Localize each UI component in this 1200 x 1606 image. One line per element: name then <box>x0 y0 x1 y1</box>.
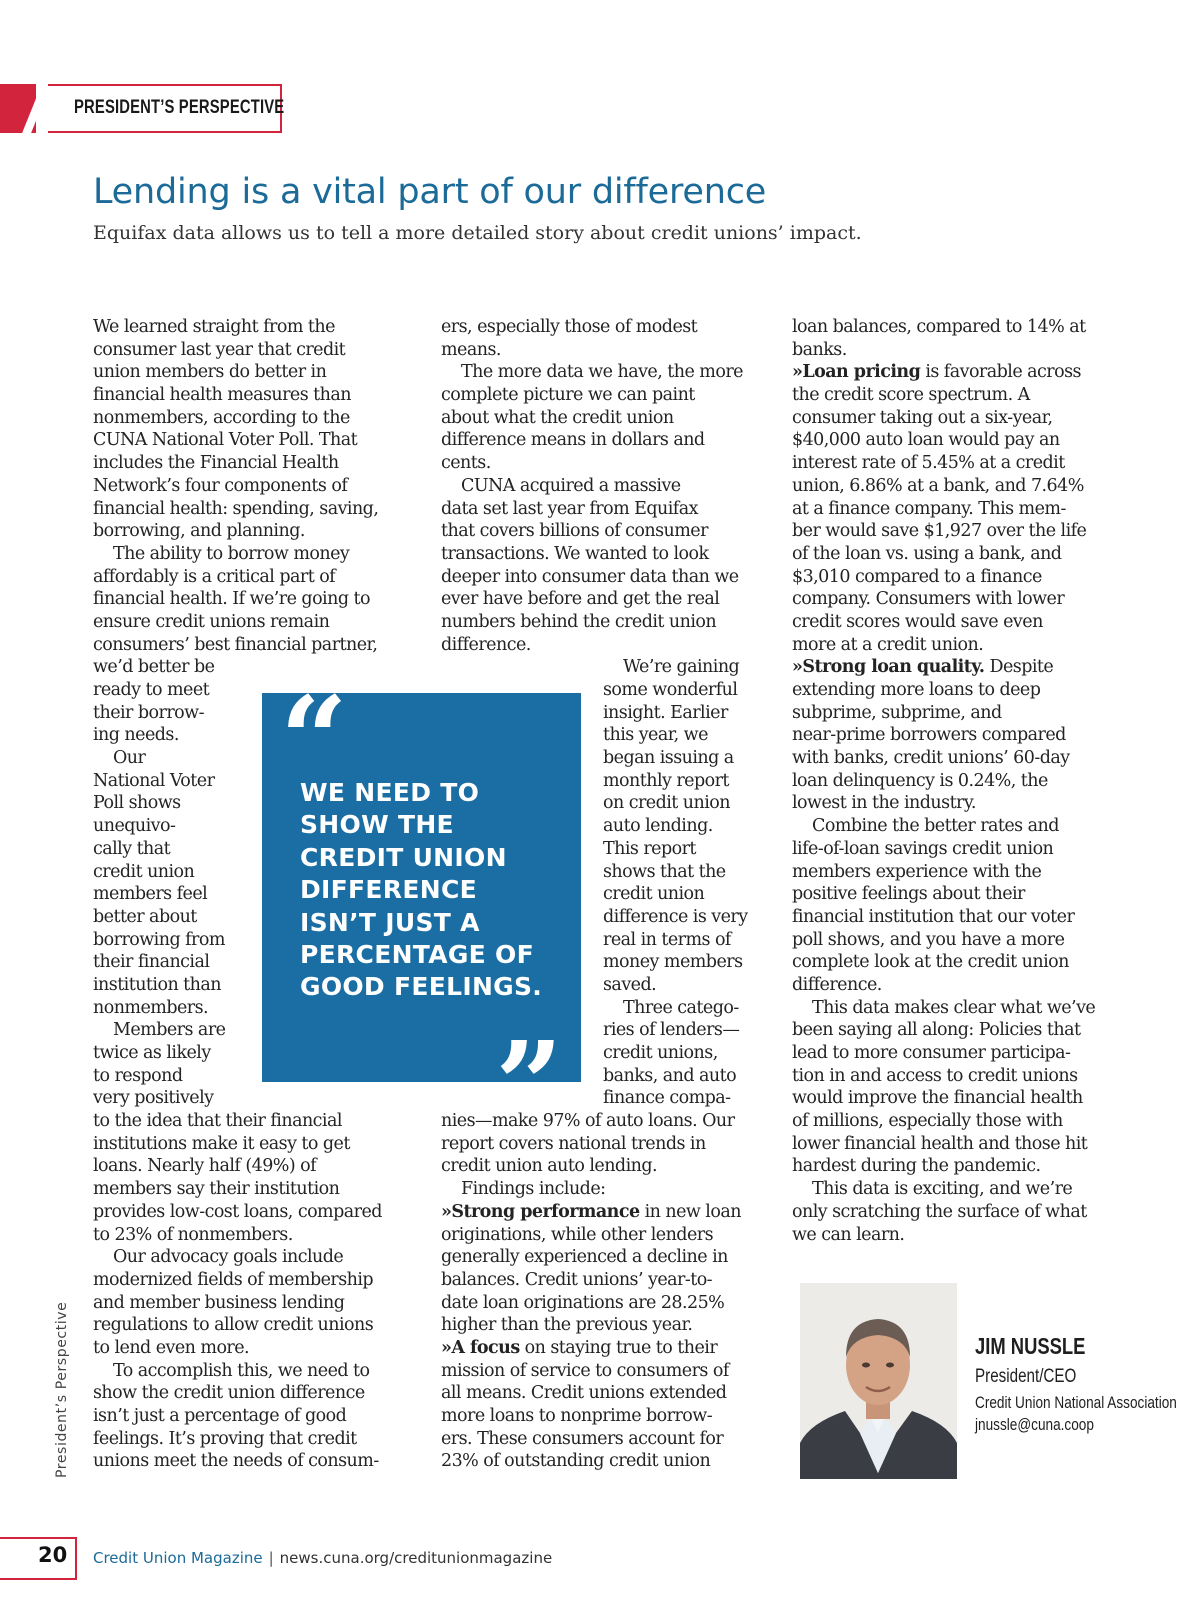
side-section-label: President’s Perspective <box>54 1301 70 1478</box>
text-line: ers, especially those of modest <box>441 317 698 337</box>
text-line: originations, while other lenders <box>441 1224 714 1245</box>
author-email[interactable]: jnussle@cuna.coop <box>975 1415 1094 1434</box>
close-quote-icon: ” <box>495 1015 563 1154</box>
text-line: difference means in dollars and <box>441 430 705 451</box>
text-line: positive feelings about their <box>792 884 1025 905</box>
text-line: tion in and access to credit unions <box>792 1065 1078 1086</box>
text-line: we can learn. <box>792 1224 905 1245</box>
text-line: CUNA acquired a massive <box>461 475 681 496</box>
text-line: money members <box>603 952 743 973</box>
text-line: unequivo- <box>93 816 176 837</box>
footer-url[interactable]: news.cuna.org/creditunionmagazine <box>279 1549 553 1567</box>
bold-lead-in: »Strong performance <box>441 1201 640 1222</box>
pull-quote-line: SHOW THE <box>300 810 454 840</box>
pull-quote-line: GOOD FEELINGS. <box>300 972 543 1002</box>
text-line: only scratching the surface of what <box>792 1201 1087 1222</box>
text-line: interest rate of 5.45% at a credit <box>792 453 1065 474</box>
pull-quote-text <box>300 777 570 1004</box>
text-line <box>792 361 1095 384</box>
text-line: loan delinquency is 0.24%, the <box>792 770 1048 791</box>
text-line: credit scores would save even <box>792 611 1043 632</box>
text-line: nies—make 97% of auto loans. Our <box>441 1111 735 1132</box>
text-line: would improve the financial health <box>792 1088 1083 1109</box>
text-line: members say their institution <box>93 1179 340 1200</box>
text-line: that covers billions of consumer <box>441 521 708 542</box>
text-line: ers. These consumers account for <box>441 1428 724 1449</box>
footer-magazine-name: Credit Union Magazine <box>93 1549 263 1567</box>
text-line: report covers national trends in <box>441 1133 706 1154</box>
text-line: loans. Nearly half (49%) of <box>93 1156 317 1177</box>
text-line: banks. <box>792 339 847 360</box>
pull-quote-line: PERCENTAGE OF <box>300 940 534 970</box>
text-line: institutions make it easy to get <box>93 1133 350 1154</box>
text-line: cents. <box>441 453 491 474</box>
text-line: ries of lenders— <box>603 1020 740 1041</box>
text-line: loan balances, compared to 14% at <box>792 317 1086 337</box>
text-line: deeper into consumer data than we <box>441 566 739 587</box>
text-line: this year, we <box>603 725 708 746</box>
text-line: To accomplish this, we need to <box>113 1360 370 1381</box>
article-subhead: Equifax data allows us to tell a more detailed story about credit unions’ impact. <box>93 222 862 244</box>
text-line: This report <box>603 838 696 859</box>
text-line: ing needs. <box>93 725 179 746</box>
text-line: to lend even more. <box>93 1337 250 1358</box>
text-line: some wonderful <box>603 680 738 700</box>
text-line: We’re gaining <box>623 657 740 678</box>
text-line: Our advocacy goals include <box>113 1247 344 1268</box>
pull-quote-line: CREDIT UNION <box>300 842 507 872</box>
text-line: all means. Credit unions extended <box>441 1383 727 1404</box>
text-line: their borrow- <box>93 702 204 723</box>
text-line: credit union <box>93 861 195 882</box>
text-line: modernized fields of membership <box>93 1269 374 1290</box>
text-line: includes the Financial Health <box>93 453 339 474</box>
text-line: show the credit union difference <box>93 1383 365 1404</box>
text-line: at a finance company. This mem- <box>792 498 1066 519</box>
text-line: monthly report <box>603 770 729 791</box>
text-line: poll shows, and you have a more <box>792 929 1065 950</box>
text-line: very positively <box>93 1088 214 1109</box>
text-line: banks, and auto <box>603 1065 737 1086</box>
text-line: complete picture we can paint <box>441 385 695 406</box>
text-line: cally that <box>93 838 171 859</box>
author-photo <box>800 1283 957 1479</box>
text-line: unions meet the needs of consum- <box>93 1451 379 1472</box>
text-line: financial institution that our voter <box>792 906 1075 927</box>
text-line: ready to meet <box>93 680 210 700</box>
author-organization: Credit Union National Association <box>975 1393 1177 1412</box>
text-line: isn’t just a percentage of good <box>93 1406 347 1426</box>
text-line: financial health: spending, saving, <box>93 498 379 519</box>
text-line: financial health measures than <box>93 385 351 406</box>
text-line: difference. <box>441 634 531 655</box>
text-line: to 23% of nonmembers. <box>93 1224 293 1245</box>
text-line: financial health. If we’re going to <box>93 589 370 610</box>
text-line: The more data we have, the more <box>461 362 743 383</box>
text-line: difference is very <box>603 906 748 927</box>
text-line: data set last year from Equifax <box>441 498 698 519</box>
text-line: lowest in the industry. <box>792 793 976 814</box>
text-line: ber would save $1,927 over the life <box>792 521 1087 542</box>
text-line: higher than the previous year. <box>441 1315 693 1336</box>
text-line: union members do better in <box>93 362 327 383</box>
text-line: Three catego- <box>623 997 739 1018</box>
pull-quote-line: ISN’T JUST A <box>300 907 480 937</box>
text-line: company. Consumers with lower <box>792 589 1065 610</box>
text-line: affordably is a critical part of <box>93 566 336 587</box>
text-line: real in terms of <box>603 929 731 950</box>
text-line: better about <box>93 906 197 927</box>
text-line: mission of service to consumers of <box>441 1360 729 1381</box>
text-line: regulations to allow credit unions <box>93 1315 374 1336</box>
text-line <box>441 1337 748 1360</box>
text-line: about what the credit union <box>441 407 674 428</box>
bold-lead-in: »Strong loan quality. <box>792 657 985 678</box>
text-line: and member business lending <box>93 1292 345 1313</box>
text-line: ensure credit unions remain <box>93 611 330 632</box>
text-line: Network’s four components of <box>93 475 348 496</box>
text-line: began issuing a <box>603 748 734 769</box>
text-line: shows that the <box>603 861 726 882</box>
section-label: PRESIDENT’S PERSPECTIVE <box>74 97 285 118</box>
text-line: of the loan vs. using a bank, and <box>792 543 1062 564</box>
text-line: more at a credit union. <box>792 634 984 655</box>
text-line: auto lending. <box>603 816 713 837</box>
text-line: Combine the better rates and <box>812 816 1059 837</box>
text-line: extending more loans to deep <box>792 680 1041 700</box>
text-line: provides low-cost loans, compared <box>93 1201 382 1222</box>
text-line: numbers behind the credit union <box>441 611 717 632</box>
text-line: Members are <box>113 1020 226 1041</box>
text-line: institution than <box>93 974 221 995</box>
article-headline: Lending is a vital part of our difference <box>93 172 767 212</box>
text-line: subprime, subprime, and <box>792 702 1002 723</box>
text-line: life-of-loan savings credit union <box>792 838 1054 859</box>
text-line: $40,000 auto loan would pay an <box>792 430 1060 451</box>
author-name: JIM NUSSLE <box>975 1333 1086 1359</box>
text-line <box>441 1201 748 1224</box>
text-line: to the idea that their financial <box>93 1111 342 1132</box>
text-line: We learned straight from the <box>93 317 335 337</box>
text-line: $3,010 compared to a finance <box>792 566 1042 587</box>
text-line: The ability to borrow money <box>113 543 350 564</box>
text-line: nonmembers. <box>93 997 209 1018</box>
article-column-3 <box>792 316 1095 1246</box>
text-line: complete look at the credit union <box>792 952 1069 973</box>
text-line: of millions, especially those with <box>792 1111 1063 1132</box>
text-line: means. <box>441 339 501 360</box>
text-line: Poll shows <box>93 793 181 814</box>
text-line: Our <box>113 748 146 769</box>
text-line: transactions. We wanted to look <box>441 543 709 564</box>
author-title: President/CEO <box>975 1366 1077 1387</box>
text-line: This data makes clear what we’ve <box>812 997 1096 1018</box>
text-line <box>792 656 1095 679</box>
text-line: consumer taking out a six-year, <box>792 407 1053 428</box>
text-line: ever have before and get the real <box>441 589 720 610</box>
text-line: near-prime borrowers compared <box>792 725 1066 746</box>
text-line: credit union auto lending. <box>441 1156 658 1177</box>
text-line: members experience with the <box>792 861 1042 882</box>
text-line: difference. <box>792 974 882 995</box>
pull-quote-line: DIFFERENCE <box>300 875 477 905</box>
text-line: the credit score spectrum. A <box>792 385 1030 406</box>
author-bio <box>975 1333 1200 1435</box>
text-line: credit union <box>603 884 705 905</box>
text-line: nonmembers, according to the <box>93 407 350 428</box>
section-tab <box>0 84 285 133</box>
open-quote-icon: “ <box>280 670 348 809</box>
text-line: insight. Earlier <box>603 702 728 723</box>
text-line: with banks, credit unions’ 60-day <box>792 748 1070 769</box>
text-span: is favorable across <box>925 362 1081 383</box>
text-span: in new loan <box>644 1201 741 1222</box>
text-span: Despite <box>989 657 1054 678</box>
text-line: on credit union <box>603 793 730 814</box>
text-line: National Voter <box>93 770 215 791</box>
text-line: been saying all along: Policies that <box>792 1020 1081 1041</box>
text-line: to respond <box>93 1065 183 1086</box>
page-number: 20 <box>38 1543 68 1567</box>
text-line: consumers’ best financial partner, <box>93 634 378 655</box>
bold-lead-in: »A focus <box>441 1337 520 1358</box>
text-line: lower financial health and those hit <box>792 1133 1088 1154</box>
text-line: 23% of outstanding credit union <box>441 1451 711 1472</box>
footer-separator: | <box>268 1549 274 1567</box>
text-line: generally experienced a decline in <box>441 1247 728 1268</box>
text-line: we’d better be <box>93 657 215 678</box>
text-line: saved. <box>603 974 657 995</box>
footer <box>93 1549 552 1567</box>
text-span: on staying true to their <box>524 1337 718 1358</box>
text-line: borrowing, and planning. <box>93 521 305 542</box>
bold-lead-in: »Loan pricing <box>792 362 921 383</box>
text-line: feelings. It’s proving that credit <box>93 1428 357 1449</box>
text-line: hardest during the pandemic. <box>792 1156 1041 1177</box>
text-line: members feel <box>93 884 208 905</box>
text-line: twice as likely <box>93 1043 211 1063</box>
author-portrait-icon <box>800 1283 957 1479</box>
text-line: more loans to nonprime borrow- <box>441 1406 713 1426</box>
text-line: Findings include: <box>461 1179 606 1200</box>
text-line: This data is exciting, and we’re <box>812 1179 1073 1200</box>
text-line: balances. Credit unions’ year-to- <box>441 1269 713 1290</box>
text-line: union, 6.86% at a bank, and 7.64% <box>792 475 1084 496</box>
text-line: credit unions, <box>603 1043 718 1063</box>
text-line: lead to more consumer participa- <box>792 1043 1071 1063</box>
text-line: their financial <box>93 952 210 973</box>
text-line: date loan originations are 28.25% <box>441 1292 725 1313</box>
text-line: consumer last year that credit <box>93 339 346 360</box>
text-line: borrowing from <box>93 929 225 950</box>
text-line: CUNA National Voter Poll. That <box>93 430 358 451</box>
text-line: finance compa- <box>603 1088 731 1109</box>
pull-quote-line: WE NEED TO <box>300 778 480 807</box>
